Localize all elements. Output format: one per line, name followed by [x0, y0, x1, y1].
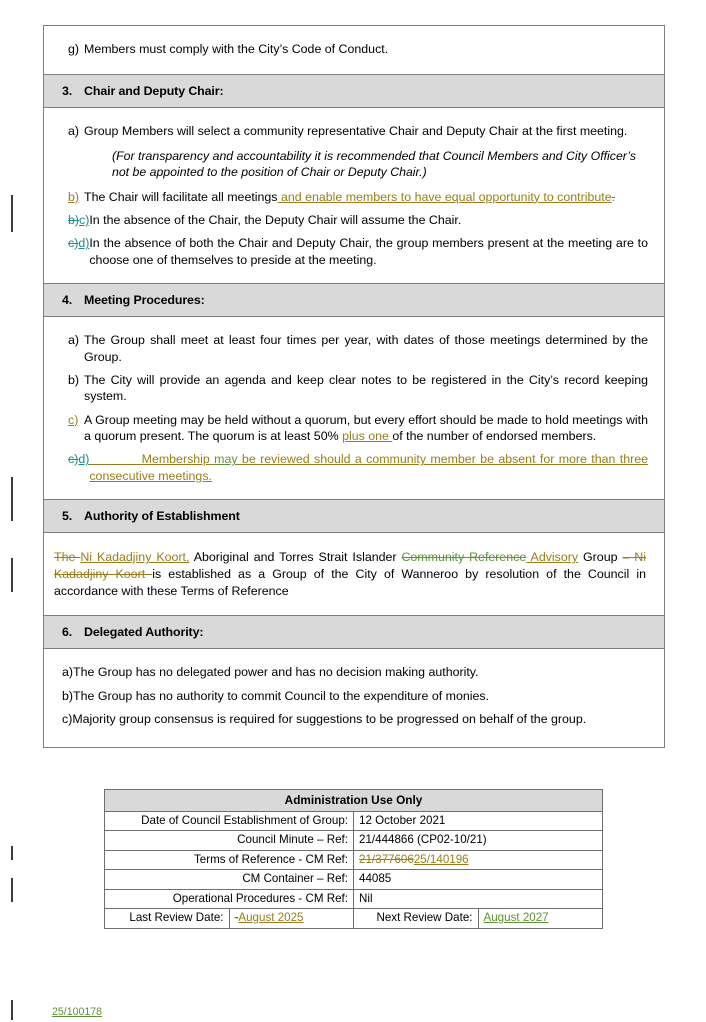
clause-marker-inserted: c): [68, 412, 79, 427]
list-item-6a: [54, 664, 654, 680]
inserted-text-2: be reviewed should a community member be absent for more than three consecutive meetings.: [89, 452, 648, 483]
table-row: [44, 649, 665, 747]
last-review-date-value: [229, 909, 354, 928]
admin-row-label: Council Minute – Ref:: [105, 831, 354, 850]
admin-row-value: 44085: [354, 870, 603, 889]
clause-text: Majority group consensus is required for suggestions to be progressed on behalf of the group.: [72, 712, 587, 727]
list-item-6b: [54, 688, 654, 704]
clause-text: The Group has no delegated power and has no decision making authority.: [73, 665, 479, 680]
deleted-marker: b): [68, 213, 80, 228]
admin-row-value: Nil: [354, 889, 603, 908]
change-bar-5: [11, 878, 13, 902]
list-item-3d: [54, 235, 654, 268]
list-item-3b: [54, 189, 654, 205]
plain-text-2: Group: [578, 550, 623, 565]
change-bar-2: [11, 477, 13, 521]
list-item-6c: [54, 711, 654, 727]
section-number: 5.: [62, 509, 73, 524]
section-heading: Chair and Deputy Chair:: [84, 84, 224, 99]
table-row: [105, 889, 603, 908]
last-review-date-label: Last Review Date:: [105, 909, 230, 928]
clause-marker: b): [62, 688, 74, 703]
clause-marker: [54, 212, 89, 228]
deleted-community-reference: Community Reference: [401, 550, 527, 565]
list-item-4c: [54, 412, 654, 445]
table-row: [105, 870, 603, 889]
section-number: 4.: [62, 293, 73, 308]
section-6-body: [44, 649, 665, 747]
section-5-body: [44, 533, 665, 616]
table-row: [44, 108, 665, 284]
table-row: [44, 75, 665, 108]
deleted-marker: c): [68, 452, 79, 467]
inserted-marker: c): [79, 213, 90, 228]
clause-text: In the absence of both the Chair and Deputy Chair, the group members present at the meeting are to choose one of themselves to preside at the meeting.: [89, 236, 648, 267]
admin-row-value: [354, 850, 603, 869]
inserted-text-may: may: [214, 452, 238, 467]
clause-text: The City will provide an agenda and keep clear notes to be registered in the City’s record keeping system.: [84, 372, 648, 404]
table-row: [105, 850, 603, 869]
clause-text: [89, 451, 654, 484]
inserted-text: plus one: [342, 429, 393, 444]
table-row: [105, 831, 603, 850]
next-review-date-value: [478, 909, 603, 928]
section-header-6: [44, 616, 665, 649]
admin-row-label: Terms of Reference - CM Ref:: [105, 850, 354, 869]
clause-text: Group Members will select a community representative Chair and Deputy Chair at the first meeting.: [84, 124, 628, 139]
change-bar-6: [11, 1000, 13, 1020]
table-row: [44, 26, 665, 75]
inserted-text: and enable members to have equal opportunity to contribute: [277, 189, 612, 204]
admin-row-value: 12 October 2021: [354, 811, 603, 830]
clause-marker-inserted: b): [68, 189, 80, 204]
inserted-marker: d): [78, 452, 90, 467]
table-row: [44, 533, 665, 616]
section-heading: Delegated Authority:: [84, 625, 204, 640]
section-4-body: [44, 317, 665, 500]
terms-of-reference-table: [43, 25, 665, 748]
admin-row-value: 21/444866 (CP02-10/21): [354, 831, 603, 850]
clause-text: [84, 412, 654, 445]
clause-text-part2: of the number of endorsed members.: [392, 429, 597, 444]
section-5-paragraph: [54, 549, 646, 599]
clause-g-cell: [44, 26, 665, 75]
clause-marker: [54, 451, 89, 484]
inserted-last-review-date: August 2025: [238, 911, 304, 925]
clause-marker: a): [62, 665, 74, 680]
section-header-4: [44, 284, 665, 317]
clause-text-plain: The Chair will facilitate all meetings: [84, 189, 278, 204]
deleted-marker: c): [68, 236, 79, 251]
list-item-4b: [54, 372, 654, 405]
clause-text: In the absence of the Chair, the Deputy Chair will assume the Chair.: [89, 213, 462, 228]
table-row: [105, 811, 603, 830]
deleted-the: The: [54, 550, 81, 565]
inserted-text-1: Membership: [141, 452, 215, 467]
clause-text-part1: A Group meeting may be held without a quorum, but every effort should be made to hold meetings with a quorum present. The quorum is at least 50%: [84, 412, 648, 444]
list-item-3a: [54, 123, 654, 139]
clause-marker: a): [68, 124, 80, 139]
section-header-5: [44, 500, 665, 533]
section-header-3: [44, 75, 665, 108]
admin-row-label: Operational Procedures - CM Ref:: [105, 889, 354, 908]
section-3-body: [44, 108, 665, 284]
table-row: [44, 317, 665, 500]
change-bar-4: [11, 846, 13, 860]
next-review-date-label: Next Review Date:: [354, 909, 479, 928]
table-row: [44, 284, 665, 317]
clause-text: Members must comply with the City’s Code of Conduct.: [84, 42, 389, 56]
admin-row-label: CM Container – Ref:: [105, 870, 354, 889]
list-item-3c: [54, 212, 654, 228]
clause-text: [84, 189, 654, 205]
section-heading: Authority of Establishment: [84, 509, 240, 524]
table-row: [44, 616, 665, 649]
clause-marker: b): [68, 372, 80, 387]
list-item-4d: [54, 451, 654, 484]
plain-text-3: is established as a Group of the City of Wanneroo by resolution of the Council in accordance with these Terms of Reference: [54, 566, 646, 598]
table-row: [105, 790, 603, 812]
section-3-note: (For transparency and accountability it is recommended that Council Members and City Officer’s not be appointed to the position of Chair or Deputy Chair.): [112, 148, 636, 180]
inserted-group-name: Ni Kadadjiny Koort,: [80, 550, 190, 565]
clause-marker: g): [68, 42, 80, 56]
footer-document-reference: 25/100178: [52, 1006, 103, 1018]
change-bar-1: [11, 195, 13, 232]
table-row: [44, 500, 665, 533]
admin-table-title: Administration Use Only: [105, 790, 603, 812]
change-bar-3: [11, 558, 13, 592]
clause-text: The Group shall meet at least four times per year, with dates of those meetings determined by the Group.: [84, 333, 648, 364]
list-item-4a: [54, 332, 654, 365]
clause-marker: [54, 235, 89, 268]
clause-marker: c): [62, 712, 73, 727]
inserted-tab-space: [89, 452, 141, 466]
plain-text-1: Aboriginal and Torres Strait Islander: [189, 550, 402, 565]
section-number: 3.: [62, 84, 73, 99]
clause-marker: a): [68, 333, 80, 348]
deleted-text: .: [611, 189, 616, 204]
section-number: 6.: [62, 625, 73, 640]
clause-text: The Group has no authority to commit Council to the expenditure of monies.: [73, 688, 490, 703]
inserted-next-review-date: August 2027: [483, 911, 549, 925]
administration-use-only-table: [104, 789, 603, 929]
section-heading: Meeting Procedures:: [84, 293, 205, 308]
table-row: [105, 909, 603, 928]
deleted-cm-ref: 21/377606: [359, 852, 414, 866]
inserted-cm-ref: 25/140196: [413, 852, 469, 866]
deleted-hyphen: -: [234, 911, 239, 925]
deleted-group-name: – Ni Kadadjiny Koort: [54, 550, 646, 581]
admin-row-label: Date of Council Establishment of Group:: [105, 811, 354, 830]
list-item: [54, 41, 654, 57]
inserted-advisory: Advisory: [526, 550, 579, 565]
inserted-marker: d): [78, 236, 90, 251]
